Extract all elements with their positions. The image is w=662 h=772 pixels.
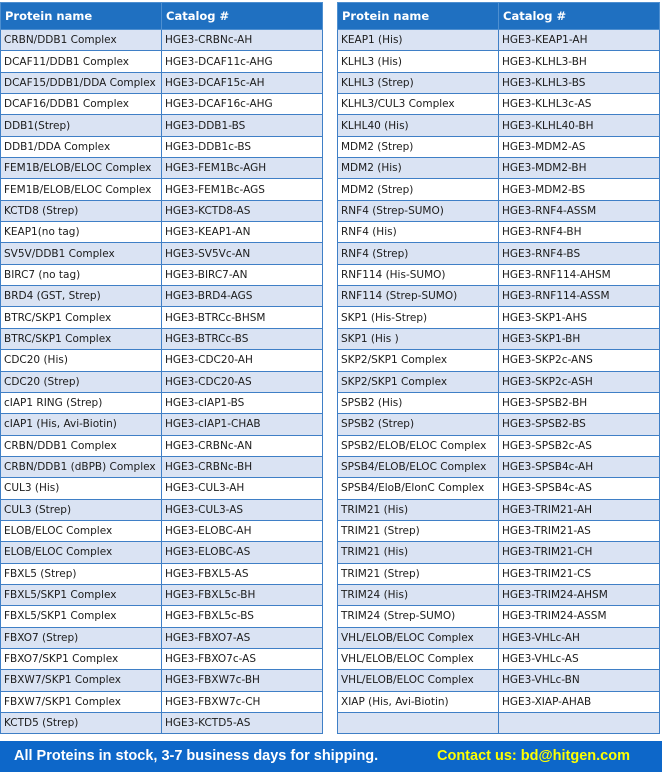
protein-name-cell: SKP1 (His-Strep) [338,307,499,328]
table-row [1,158,323,179]
table-row [338,627,660,648]
catalog-number-cell: HGE3-RNF114-ASSM [499,286,660,307]
catalog-number-cell: HGE3-MDM2-BS [499,179,660,200]
catalog-number-cell: HGE3-SKP1-AHS [499,307,660,328]
table-row [338,328,660,349]
table-row [338,264,660,285]
table-row [338,51,660,72]
catalog-number-cell: HGE3-KEAP1-AN [162,222,323,243]
catalog-number-cell: HGE3-KCTD5-AS [162,713,323,734]
table-body-left [1,30,323,734]
protein-name-cell: FBXW7/SKP1 Complex [1,670,162,691]
table-row [1,648,323,669]
protein-name-cell: DCAF16/DDB1 Complex [1,94,162,115]
protein-name-cell: XIAP (His, Avi-Biotin) [338,691,499,712]
catalog-number-cell: HGE3-SKP2c-ASH [499,371,660,392]
contact-info: Contact us: bd@hitgen.com [437,748,630,764]
table-row [1,563,323,584]
catalog-number-cell: HGE3-RNF4-ASSM [499,200,660,221]
protein-name-cell: ELOB/ELOC Complex [1,520,162,541]
catalog-number-cell: HGE3-FBXO7-AS [162,627,323,648]
catalog-number-cell: HGE3-VHLc-AS [499,648,660,669]
catalog-number-cell: HGE3-cIAP1-BS [162,392,323,413]
protein-name-cell: CRBN/DDB1 Complex [1,30,162,51]
catalog-number-cell: HGE3-CUL3-AH [162,478,323,499]
protein-name-cell: KCTD5 (Strep) [1,713,162,734]
catalog-number-cell: HGE3-MDM2-BH [499,158,660,179]
table-row [338,30,660,51]
catalog-number-cell: HGE3-TRIM21-CS [499,563,660,584]
table-row [338,115,660,136]
table-row [338,136,660,157]
table-row [338,72,660,93]
protein-name-cell: BTRC/SKP1 Complex [1,307,162,328]
catalog-number-cell [499,713,660,734]
catalog-number-cell: HGE3-CDC20-AS [162,371,323,392]
table-row [1,542,323,563]
protein-name-cell: FBXL5/SKP1 Complex [1,606,162,627]
table-row [338,222,660,243]
table-row [338,435,660,456]
table-row [338,200,660,221]
table-row [1,286,323,307]
table-row [1,392,323,413]
table-row [1,435,323,456]
table-row [1,478,323,499]
protein-name-cell: FEM1B/ELOB/ELOC Complex [1,179,162,200]
table-row [338,350,660,371]
protein-name-cell [338,713,499,734]
catalog-number-cell: HGE3-MDM2-AS [499,136,660,157]
catalog-number-cell: HGE3-RNF4-BS [499,243,660,264]
catalog-number-cell: HGE3-SV5Vc-AN [162,243,323,264]
catalog-number-cell: HGE3-FBXW7c-BH [162,670,323,691]
catalog-number-cell: HGE3-CUL3-AS [162,499,323,520]
protein-name-cell: VHL/ELOB/ELOC Complex [338,627,499,648]
catalog-number-cell: HGE3-FEM1Bc-AGS [162,179,323,200]
protein-name-cell: SPSB4/EloB/ElonC Complex [338,478,499,499]
protein-name-cell: DDB1(Strep) [1,115,162,136]
catalog-number-cell: HGE3-SPSB4c-AS [499,478,660,499]
table-row [338,307,660,328]
protein-name-cell: KLHL3 (Strep) [338,72,499,93]
protein-name-cell: FBXO7 (Strep) [1,627,162,648]
catalog-number-cell: HGE3-CRBNc-AN [162,435,323,456]
protein-name-header: Protein name [1,3,162,30]
protein-name-cell: DCAF11/DDB1 Complex [1,51,162,72]
protein-name-cell: FBXL5 (Strep) [1,563,162,584]
protein-name-cell: TRIM21 (Strep) [338,563,499,584]
protein-name-cell: RNF4 (Strep) [338,243,499,264]
table-row [338,584,660,605]
table-row [1,115,323,136]
footer-banner [0,741,662,772]
table-row [1,584,323,605]
protein-name-cell: TRIM21 (His) [338,499,499,520]
catalog-number-cell: HGE3-SKP1-BH [499,328,660,349]
table-row [1,136,323,157]
protein-name-cell: KLHL3/CUL3 Complex [338,94,499,115]
table-row [338,456,660,477]
table-row [1,606,323,627]
catalog-number-cell: HGE3-TRIM24-ASSM [499,606,660,627]
protein-name-cell: BTRC/SKP1 Complex [1,328,162,349]
table-row [1,520,323,541]
protein-name-cell: CDC20 (Strep) [1,371,162,392]
table-row [338,392,660,413]
catalog-number-cell: HGE3-BRD4-AGS [162,286,323,307]
catalog-number-cell: HGE3-SPSB2c-AS [499,435,660,456]
stock-notice: All Proteins in stock, 3-7 business days for shipping. [14,748,379,764]
catalog-number-cell: HGE3-TRIM21-AH [499,499,660,520]
protein-name-cell: KEAP1 (His) [338,30,499,51]
table-row [338,414,660,435]
protein-name-cell: SPSB4/ELOB/ELOC Complex [338,456,499,477]
protein-name-cell: DDB1/DDA Complex [1,136,162,157]
table-row [1,30,323,51]
catalog-number-cell: HGE3-FBXL5c-BS [162,606,323,627]
table-row [338,371,660,392]
catalog-number-cell: HGE3-RNF114-AHSM [499,264,660,285]
catalog-number-cell: HGE3-RNF4-BH [499,222,660,243]
table-row [1,307,323,328]
protein-name-cell: FBXL5/SKP1 Complex [1,584,162,605]
table-row [338,179,660,200]
protein-name-cell: SPSB2 (His) [338,392,499,413]
protein-name-cell: KLHL40 (His) [338,115,499,136]
catalog-number-cell: HGE3-XIAP-AHAB [499,691,660,712]
catalog-number-cell: HGE3-VHLc-AH [499,627,660,648]
table-row [338,286,660,307]
catalog-number-cell: HGE3-DDB1-BS [162,115,323,136]
protein-name-cell: MDM2 (His) [338,158,499,179]
catalog-number-cell: HGE3-KCTD8-AS [162,200,323,221]
table-row [1,713,323,734]
catalog-number-cell: HGE3-KEAP1-AH [499,30,660,51]
protein-name-cell: RNF4 (Strep-SUMO) [338,200,499,221]
table-row [1,350,323,371]
table-row [1,51,323,72]
protein-name-cell: KEAP1(no tag) [1,222,162,243]
table-row [338,648,660,669]
protein-name-cell: TRIM21 (Strep) [338,520,499,541]
catalog-number-cell: HGE3-FBXO7c-AS [162,648,323,669]
table-row [1,243,323,264]
catalog-number-cell: HGE3-KLHL40-BH [499,115,660,136]
table-row [338,520,660,541]
table-row [338,670,660,691]
catalog-number-cell: HGE3-TRIM21-AS [499,520,660,541]
protein-name-cell: BIRC7 (no tag) [1,264,162,285]
catalog-number-cell: HGE3-KLHL3c-AS [499,94,660,115]
protein-name-cell: BRD4 (GST, Strep) [1,286,162,307]
protein-name-cell: cIAP1 (His, Avi-Biotin) [1,414,162,435]
table-row [1,499,323,520]
protein-name-cell: SKP2/SKP1 Complex [338,350,499,371]
catalog-number-cell: HGE3-SPSB2-BS [499,414,660,435]
catalog-number-cell: HGE3-FBXL5c-BH [162,584,323,605]
table-row [1,456,323,477]
product-table-left [0,2,323,734]
product-table-right [337,2,660,734]
protein-name-header: Protein name [338,3,499,30]
protein-name-cell: MDM2 (Strep) [338,136,499,157]
catalog-header: Catalog # [499,3,660,30]
table-header-row [338,3,660,30]
table-row [1,328,323,349]
table-body-right [338,30,660,734]
catalog-number-cell: HGE3-TRIM21-CH [499,542,660,563]
catalog-number-cell: HGE3-SKP2c-ANS [499,350,660,371]
table-row [1,72,323,93]
catalog-number-cell: HGE3-CDC20-AH [162,350,323,371]
table-row [1,627,323,648]
catalog-number-cell: HGE3-VHLc-BN [499,670,660,691]
table-row [1,371,323,392]
protein-name-cell: VHL/ELOB/ELOC Complex [338,670,499,691]
table-header-row [1,3,323,30]
protein-name-cell: FEM1B/ELOB/ELOC Complex [1,158,162,179]
protein-name-cell: MDM2 (Strep) [338,179,499,200]
catalog-number-cell: HGE3-DCAF15c-AH [162,72,323,93]
table-row [338,563,660,584]
table-row [1,691,323,712]
protein-name-cell: RNF4 (His) [338,222,499,243]
catalog-number-cell: HGE3-FBXW7c-CH [162,691,323,712]
protein-name-cell: RNF114 (Strep-SUMO) [338,286,499,307]
protein-name-cell: SPSB2 (Strep) [338,414,499,435]
catalog-number-cell: HGE3-BIRC7-AN [162,264,323,285]
catalog-number-cell: HGE3-KLHL3-BH [499,51,660,72]
protein-name-cell: FBXO7/SKP1 Complex [1,648,162,669]
catalog-number-cell: HGE3-DCAF11c-AHG [162,51,323,72]
protein-name-cell: SKP1 (His ) [338,328,499,349]
table-row [338,542,660,563]
catalog-number-cell: HGE3-ELOBC-AS [162,542,323,563]
table-row [338,478,660,499]
catalog-number-cell: HGE3-CRBNc-AH [162,30,323,51]
protein-name-cell: KLHL3 (His) [338,51,499,72]
table-row [1,94,323,115]
catalog-number-cell: HGE3-DDB1c-BS [162,136,323,157]
table-row [1,414,323,435]
protein-name-cell: VHL/ELOB/ELOC Complex [338,648,499,669]
catalog-number-cell: HGE3-CRBNc-BH [162,456,323,477]
table-row [338,243,660,264]
catalog-number-cell: HGE3-FEM1Bc-AGH [162,158,323,179]
catalog-number-cell: HGE3-ELOBC-AH [162,520,323,541]
protein-name-cell: TRIM21 (His) [338,542,499,563]
protein-name-cell: RNF114 (His-SUMO) [338,264,499,285]
protein-name-cell: CRBN/DDB1 (dBPB) Complex [1,456,162,477]
protein-name-cell: CDC20 (His) [1,350,162,371]
table-row [338,94,660,115]
table-row [1,222,323,243]
table-row [338,713,660,734]
protein-name-cell: CUL3 (His) [1,478,162,499]
protein-name-cell: DCAF15/DDB1/DDA Complex [1,72,162,93]
protein-name-cell: TRIM24 (Strep-SUMO) [338,606,499,627]
table-row [338,691,660,712]
catalog-number-cell: HGE3-cIAP1-CHAB [162,414,323,435]
catalog-number-cell: HGE3-FBXL5-AS [162,563,323,584]
table-row [1,670,323,691]
catalog-number-cell: HGE3-KLHL3-BS [499,72,660,93]
protein-name-cell: CRBN/DDB1 Complex [1,435,162,456]
catalog-number-cell: HGE3-DCAF16c-AHG [162,94,323,115]
protein-name-cell: ELOB/ELOC Complex [1,542,162,563]
table-row [338,606,660,627]
table-row [1,200,323,221]
table-row [1,264,323,285]
table-row [1,179,323,200]
table-row [338,158,660,179]
protein-name-cell: SKP2/SKP1 Complex [338,371,499,392]
protein-name-cell: SPSB2/ELOB/ELOC Complex [338,435,499,456]
catalog-number-cell: HGE3-SPSB4c-AH [499,456,660,477]
protein-name-cell: CUL3 (Strep) [1,499,162,520]
catalog-number-cell: HGE3-BTRCc-BS [162,328,323,349]
protein-name-cell: SV5V/DDB1 Complex [1,243,162,264]
catalog-header: Catalog # [162,3,323,30]
catalog-number-cell: HGE3-SPSB2-BH [499,392,660,413]
protein-name-cell: FBXW7/SKP1 Complex [1,691,162,712]
protein-name-cell: KCTD8 (Strep) [1,200,162,221]
protein-name-cell: cIAP1 RING (Strep) [1,392,162,413]
catalog-number-cell: HGE3-BTRCc-BHSM [162,307,323,328]
protein-name-cell: TRIM24 (His) [338,584,499,605]
table-row [338,499,660,520]
catalog-number-cell: HGE3-TRIM24-AHSM [499,584,660,605]
